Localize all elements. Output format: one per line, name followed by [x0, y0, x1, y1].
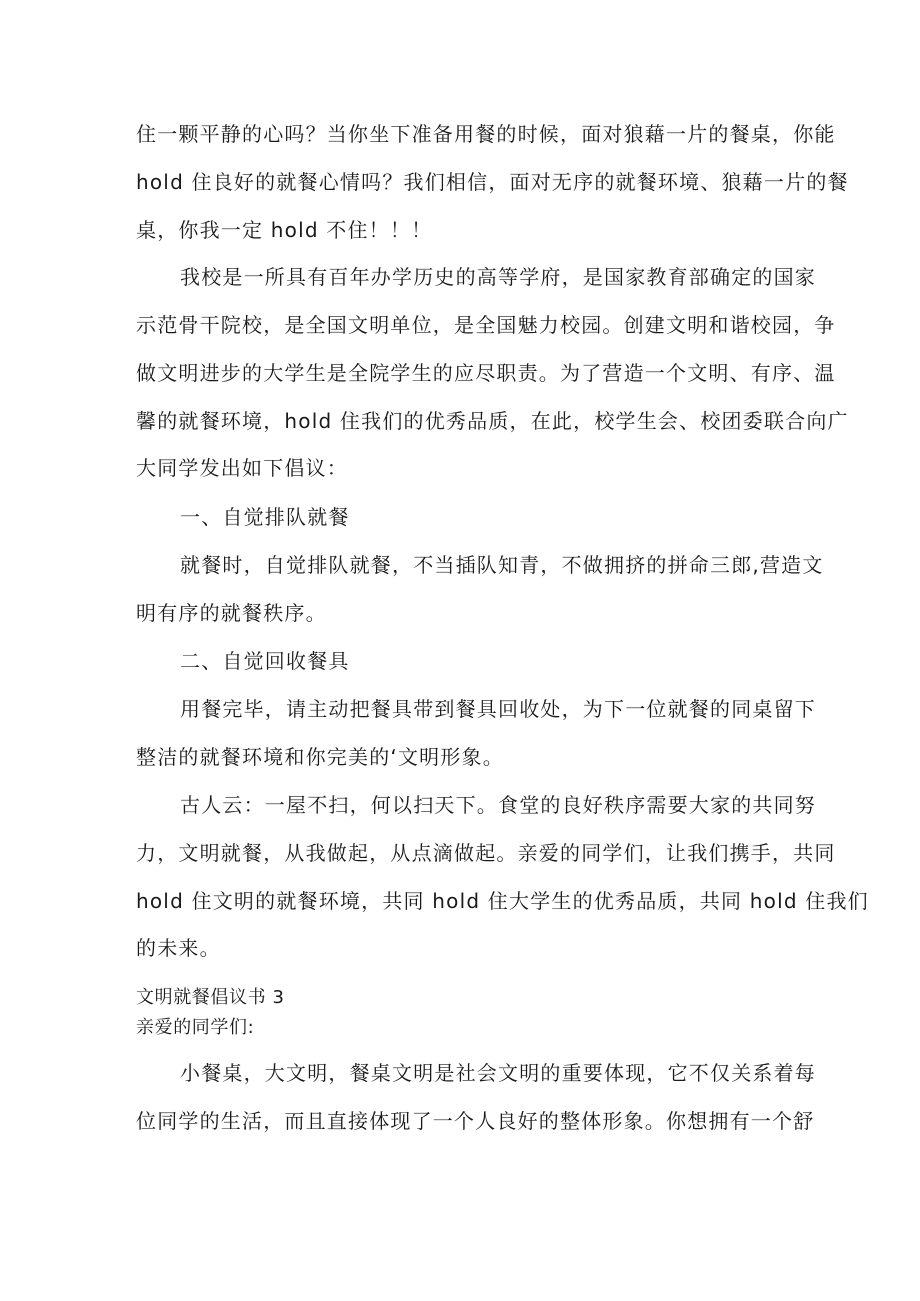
document-title: 文明就餐倡议书 3 [136, 987, 285, 1008]
paragraph-line: 馨的就餐环境，hold 住我们的优秀品质，在此，校学生会、校团委联合向广 [136, 409, 849, 433]
paragraph-line: hold 住良好的就餐心情吗？我们相信，面对无序的就餐环境、狼藉一片的餐 [136, 170, 849, 194]
paragraph-line: 桌，你我一定 hold 不住！！！ [136, 218, 433, 242]
paragraph-line: 做文明进步的大学生是全院学生的应尽职责。为了营造一个文明、有序、温 [136, 361, 836, 385]
paragraph-line: 整洁的就餐环境和你完美的‘文明形象。 [136, 745, 504, 769]
salutation: 亲爱的同学们: [136, 1017, 255, 1038]
paragraph-line: 我校是一所具有百年办学历史的高等学府，是国家教育部确定的国家 [180, 265, 816, 289]
paragraph-line: 明有序的就餐秩序。 [136, 601, 327, 625]
paragraph-line: 小餐桌，大文明，餐桌文明是社会文明的重要体现，它不仅关系着每 [180, 1061, 816, 1085]
section-heading: 二、自觉回收餐具 [180, 649, 350, 673]
paragraph-line: 古人云：一屋不扫，何以扫天下。食堂的良好秩序需要大家的共同努 [180, 793, 816, 817]
paragraph-line: 的未来。 [136, 936, 221, 960]
paragraph-line: 住一颗平静的心吗？当你坐下准备用餐的时候，面对狼藉一片的餐桌，你能 [136, 122, 836, 146]
paragraph-line: 示范骨干院校，是全国文明单位，是全国魅力校园。创建文明和谐校园，争 [136, 313, 836, 337]
section-heading: 一、自觉排队就餐 [180, 505, 350, 529]
paragraph-line: 用餐完毕，请主动把餐具带到餐具回收处，为下一位就餐的同桌留下 [180, 697, 816, 721]
paragraph-line: 就餐时，自觉排队就餐，不当插队知青，不做拥挤的拼命三郎,营造文 [180, 553, 824, 577]
paragraph-line: 力，文明就餐，从我做起，从点滴做起。亲爱的同学们，让我们携手，共同 [136, 841, 836, 865]
paragraph-line: hold 住文明的就餐环境，共同 hold 住大学生的优秀品质，共同 hold 住我们 [136, 889, 869, 913]
paragraph-line: 大同学发出如下倡议： [136, 456, 348, 480]
paragraph-line: 位同学的生活，而且直接体现了一个人良好的整体形象。你想拥有一个舒 [136, 1109, 815, 1133]
